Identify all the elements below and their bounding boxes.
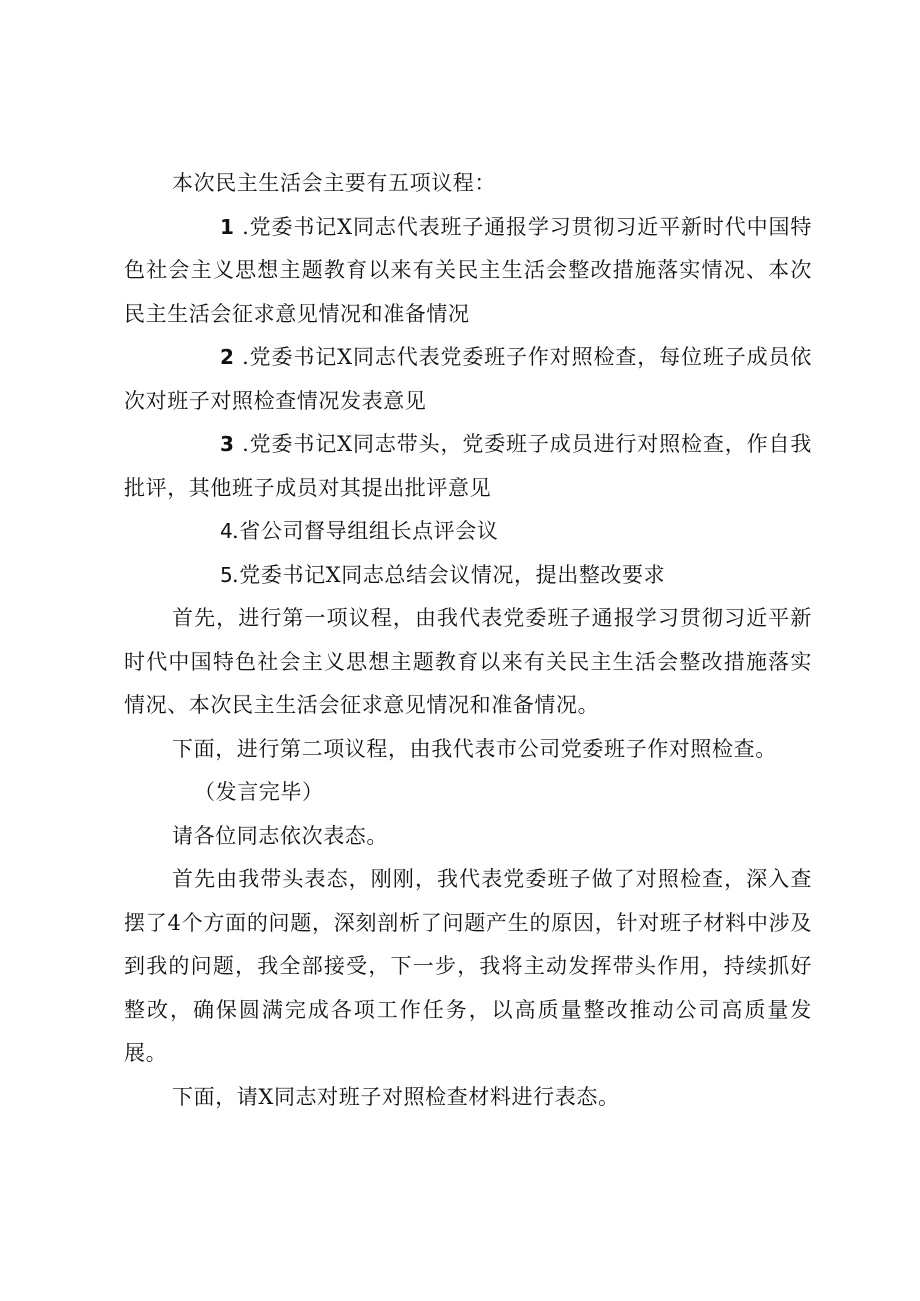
agenda-item-3-number: 3 [220,432,235,456]
paragraph-second-item: 下面，进行第二项议程，由我代表市公司党委班子作对照检查。 [172,736,777,761]
speech-end-note: （发言完毕） [194,780,324,804]
agenda-item-3-text: .党委书记X同志带头，党委班子成员进行对照检查，作自我批评，其他班子成员对其提出批评意见 [124,432,813,500]
agenda-item-4-number: 4 [220,519,234,543]
paragraph-next: 下面，请X同志对班子对照检查材料进行表态。 [172,1084,620,1109]
agenda-item-1-text: .党委书记X同志代表班子通报学习贯彻习近平新时代中国特色社会主义思想主题教育以来有关民主生活会整改措施落实情况、本次民主生活会征求意见情况和准备情况 [124,214,813,326]
agenda-item-1 [124,206,812,337]
agenda-item-1-number: 1 [220,214,235,239]
paragraph-statement: 首先由我带头表态，刚刚，我代表党委班子做了对照检查，深入查摆了4个方面的问题，深刻剖析了问题产生的原因，针对班子材料中涉及到我的问题，我全部接受，下一步，我将主动发挥带头作用，持续抓好整改，确保圆满完成各项工作任务，以高质量整改推动公司高质量发展。 [124,867,812,1065]
agenda-item-2 [124,336,812,423]
agenda-item-5-number: 5 [220,562,234,587]
paragraph-invite: 请各位同志依次表态。 [172,823,388,848]
agenda-intro: 本次民主生活会主要有五项议程： [172,171,496,195]
agenda-item-2-number: 2 [220,345,235,369]
agenda-item-4 [124,510,812,554]
agenda-item-4-text: .省公司督导组组长点评会议 [232,519,499,543]
document-body [124,162,812,1119]
paragraph-first-item: 首先，进行第一项议程，由我代表党委班子通报学习贯彻习近平新时代中国特色社会主义思想主题教育以来有关民主生活会整改措施落实情况、本次民主生活会征求意见情况和准备情况。 [124,606,812,717]
agenda-item-3 [124,423,812,510]
agenda-item-5-text: .党委书记X同志总结会议情况，提出整改要求 [232,562,666,587]
agenda-item-5 [124,554,812,598]
agenda-item-2-text: .党委书记X同志代表党委班子作对照检查，每位班子成员依次对班子对照检查情况发表意见 [124,345,813,413]
